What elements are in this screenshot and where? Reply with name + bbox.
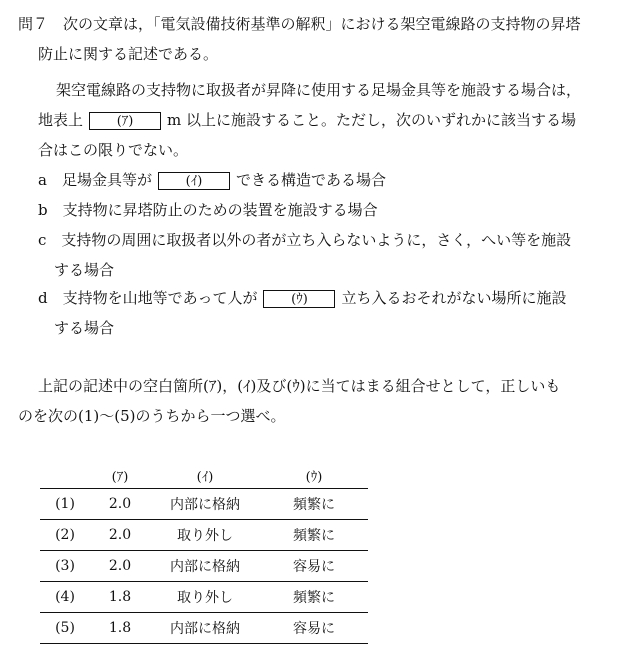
choice-number: (5) — [55, 620, 75, 636]
ask-line2: のを次の(1)～(5)のうちから一つ選べ。 — [18, 407, 286, 425]
choice-value-a: 1.8 — [108, 589, 132, 605]
paragraph-line3: 合はこの限りでない。 — [38, 141, 189, 159]
blank-box-c: (ｳ) — [263, 290, 335, 308]
table-header-cell: (ｲ) — [196, 469, 214, 485]
choice-value-c: 容易に — [293, 621, 335, 637]
item-d-line2: する場合 — [54, 319, 115, 337]
item-d — [38, 288, 566, 308]
choice-value-a: 2.0 — [108, 558, 132, 574]
paragraph-line2-pre: 地表上 — [38, 111, 84, 129]
item-b: b 支持物に昇塔防止のための装置を施設する場合 — [38, 201, 378, 219]
paragraph-line2 — [38, 110, 576, 130]
choice-value-b: 取り外し — [177, 590, 233, 606]
item-a — [38, 170, 386, 190]
choice-value-c: 容易に — [293, 559, 335, 575]
choice-value-c: 頻繁に — [293, 497, 335, 513]
choice-number: (4) — [55, 589, 75, 605]
table-header-cell: (ｳ) — [305, 469, 323, 485]
question-title-line2: 防止に関する記述である。 — [38, 45, 219, 63]
table-row — [40, 489, 368, 520]
item-a-post: できる構造である場合 — [235, 171, 386, 189]
choice-number: (2) — [55, 527, 75, 543]
choice-value-a: 2.0 — [108, 496, 132, 512]
table-header-cell: (ｱ) — [111, 469, 129, 485]
item-c-line1: c 支持物の周囲に取扱者以外の者が立ち入らないように，さく，へい等を施設 — [38, 231, 572, 249]
table-row — [40, 582, 368, 613]
table-row — [40, 520, 368, 551]
choice-number: (1) — [55, 496, 75, 512]
choice-value-b: 内部に格納 — [170, 497, 240, 513]
answer-choices-table — [40, 462, 368, 644]
question-title-line1: 問７ 次の文章は，「電気設備技術基準の解釈」における架空電線路の支持物の昇塔 — [18, 15, 581, 33]
ask-line1: 上記の記述中の空白箇所(ｱ)，(ｲ)及び(ｳ)に当てはまる組合せとして，正しいも — [38, 377, 561, 395]
item-c-line2: する場合 — [54, 261, 115, 279]
table-header-cell — [40, 462, 90, 489]
table-row — [40, 613, 368, 644]
choice-number: (3) — [55, 558, 75, 574]
choice-value-a: 1.8 — [108, 620, 132, 636]
choice-value-a: 2.0 — [108, 527, 132, 543]
choice-value-c: 頻繁に — [293, 590, 335, 606]
choice-value-b: 内部に格納 — [170, 559, 240, 575]
item-a-pre: a 足場金具等が — [38, 171, 152, 189]
blank-box-b: (ｲ) — [158, 172, 230, 190]
table-header-row — [40, 462, 368, 489]
choice-value-c: 頻繁に — [293, 528, 335, 544]
paragraph-line1: 架空電線路の支持物に取扱者が昇降に使用する足場金具等を施設する場合は， — [56, 81, 582, 99]
item-d-post: 立ち入るおそれがない場所に施設 — [341, 289, 567, 307]
item-d-pre: d 支持物を山地等であって人が — [38, 289, 258, 307]
table-row — [40, 551, 368, 582]
blank-box-a: (ｱ) — [89, 112, 161, 130]
choice-value-b: 内部に格納 — [170, 621, 240, 637]
paragraph-line2-post: m 以上に施設すること。ただし，次のいずれかに該当する場 — [167, 111, 577, 129]
choice-value-b: 取り外し — [177, 528, 233, 544]
